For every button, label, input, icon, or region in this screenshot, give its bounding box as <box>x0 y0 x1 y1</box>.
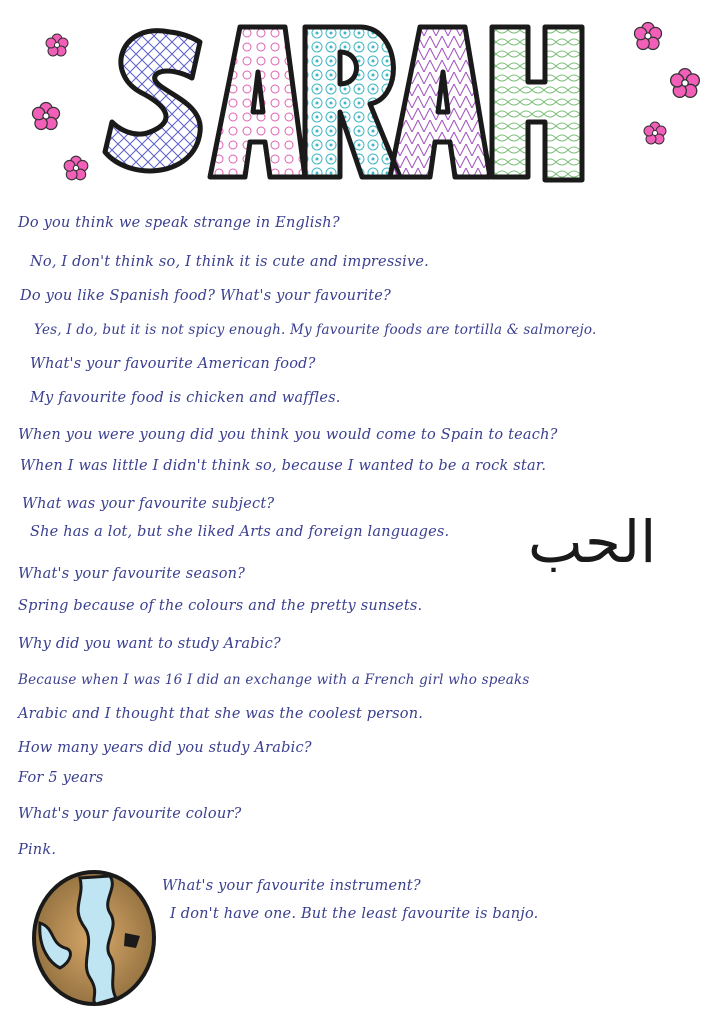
answer-line: She has a lot, but she liked Arts and foreign languages. <box>30 524 450 540</box>
letter-a2 <box>390 27 490 177</box>
answer-line: When I was little I didn't think so, because I wanted to be a rock star. <box>20 458 547 474</box>
question-line: Do you think we speak strange in English? <box>18 215 340 231</box>
answer-line: Yes, I do, but it is not spicy enough. My favourite foods are tortilla & salmorejo. <box>34 322 597 338</box>
flower-icon <box>30 100 62 132</box>
answer-line: My favourite food is chicken and waffles. <box>30 390 341 406</box>
question-line: What was your favourite subject? <box>22 496 275 512</box>
answer-line: Arabic and I thought that she was the coolest person. <box>18 706 424 722</box>
arabic-word: الحب <box>528 508 657 576</box>
answer-line: I don't have one. But the least favourite is banjo. <box>170 906 539 922</box>
letter-r <box>305 27 400 177</box>
flower-icon <box>62 154 90 182</box>
question-line: What's your favourite colour? <box>18 806 242 822</box>
question-line: What's your favourite season? <box>18 566 246 582</box>
question-line: When you were young did you think you would come to Spain to teach? <box>18 427 558 443</box>
answer-line: For 5 years <box>18 770 104 786</box>
flower-icon <box>668 66 702 100</box>
question-line: What's your favourite instrument? <box>162 878 421 894</box>
question-line: Do you like Spanish food? What's your favourite? <box>20 288 391 304</box>
question-line: What's your favourite American food? <box>30 356 316 372</box>
answer-line: Because when I was 16 I did an exchange with a French girl who speaks <box>18 672 530 688</box>
flower-icon <box>44 32 70 58</box>
letter-s <box>105 31 200 171</box>
flower-icon <box>642 120 668 146</box>
answer-line: Pink. <box>18 842 57 858</box>
flower-icon <box>632 20 664 52</box>
question-line: How many years did you study Arabic? <box>18 740 312 756</box>
globe-icon <box>30 868 158 1008</box>
answer-line: Spring because of the colours and the pretty sunsets. <box>18 598 423 614</box>
letter-a1 <box>210 27 305 177</box>
answer-line: No, I don't think so, I think it is cute and impressive. <box>30 254 429 270</box>
question-line: Why did you want to study Arabic? <box>18 636 281 652</box>
title-lettering <box>100 12 590 192</box>
letter-h <box>492 27 582 180</box>
